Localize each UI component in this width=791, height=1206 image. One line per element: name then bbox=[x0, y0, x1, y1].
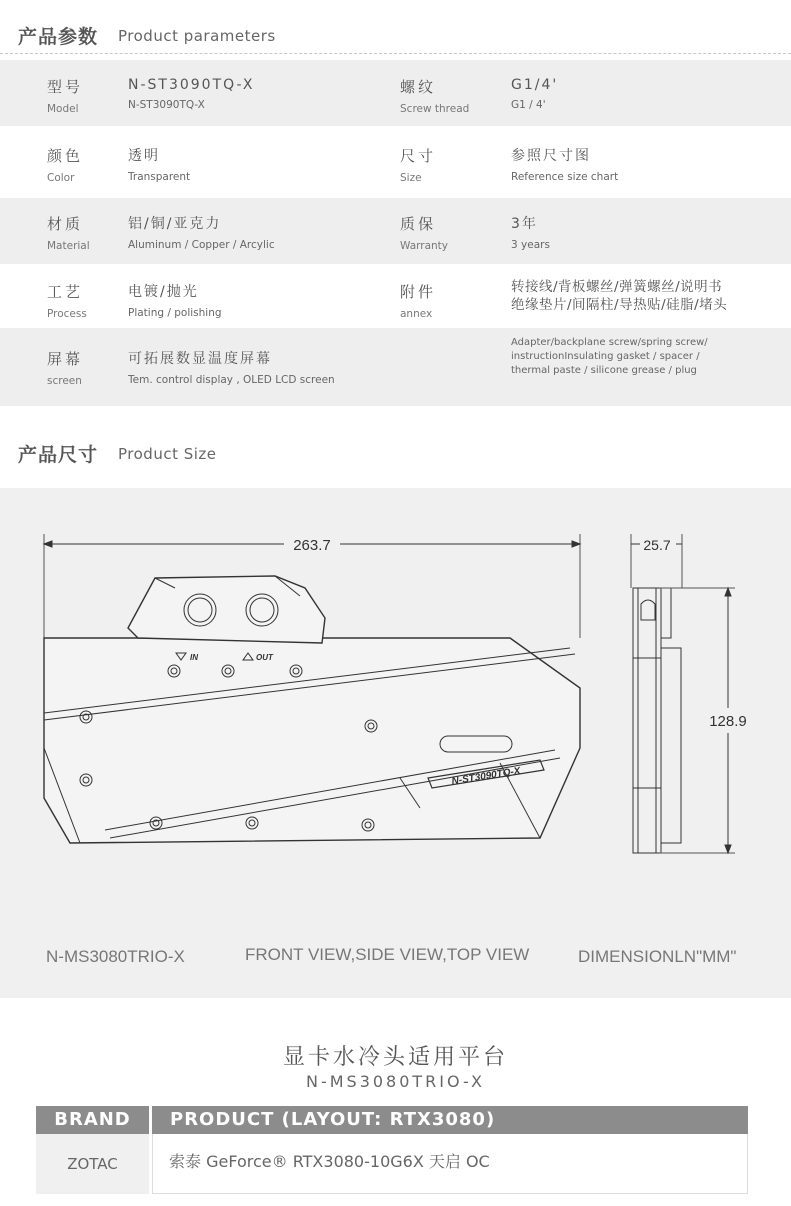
param-value-en: Tem. control display , OLED LCD screen bbox=[128, 374, 335, 386]
size-title-zh: 产品尺寸 bbox=[18, 444, 99, 466]
side-view bbox=[631, 534, 735, 853]
param-label-zh: 质保 bbox=[400, 215, 437, 233]
params-table bbox=[0, 60, 791, 406]
param-label-zh: 颜色 bbox=[47, 147, 84, 165]
param-label-en: screen bbox=[47, 375, 82, 387]
dimension-drawing-svg bbox=[0, 488, 791, 998]
section-divider bbox=[0, 53, 791, 54]
param-value-en: Plating / polishing bbox=[128, 307, 222, 319]
param-value-zh: 参照尺寸图 bbox=[511, 148, 591, 164]
product-cell: 索泰 GeForce® RTX3080-10G6X 天启 OC bbox=[152, 1134, 748, 1194]
annex-en-line-2: instructionInsulating gasket / spacer / bbox=[511, 351, 700, 362]
size-section-header bbox=[0, 432, 791, 466]
param-label-zh: 附件 bbox=[400, 283, 437, 301]
param-label-en: Model bbox=[47, 103, 79, 115]
dimension-drawing bbox=[0, 488, 791, 998]
param-label-en: Color bbox=[47, 172, 75, 184]
caption-unit: DIMENSIONLN"MM" bbox=[578, 947, 737, 966]
param-label-en: Material bbox=[47, 240, 90, 252]
compatibility-table bbox=[36, 1106, 748, 1194]
param-value-en: 3 years bbox=[511, 239, 550, 251]
params-title-en: Product parameters bbox=[118, 27, 276, 45]
model-badge-text: N-ST3090TQ-X bbox=[450, 765, 522, 788]
param-label-en: Process bbox=[47, 308, 87, 320]
annex-value-line-1: 转接线/背板螺丝/弹簧螺丝/说明书 bbox=[511, 279, 723, 295]
param-label-en: Screw thread bbox=[400, 103, 470, 115]
param-value-en: G1 / 4' bbox=[511, 99, 546, 111]
width-dimension: 263.7 bbox=[293, 537, 331, 554]
annex-en-line-1: Adapter/backplane screw/spring screw/ bbox=[511, 337, 708, 348]
param-value-zh: 可拓展数显温度屏幕 bbox=[128, 351, 272, 367]
param-value-en: N-ST3090TQ-X bbox=[128, 99, 205, 111]
brand-column-header: BRAND bbox=[36, 1106, 149, 1134]
param-row-screen bbox=[0, 328, 791, 406]
params-section-header bbox=[0, 14, 791, 54]
param-row-color bbox=[0, 130, 791, 196]
param-value-zh: 电镀/抛光 bbox=[128, 284, 199, 300]
param-label-zh: 工艺 bbox=[47, 283, 84, 301]
param-row-material bbox=[0, 198, 791, 264]
platform-model: N-MS3080TRIO-X bbox=[305, 1072, 485, 1091]
param-label-zh: 尺寸 bbox=[400, 147, 437, 165]
param-value-zh: 3年 bbox=[511, 216, 538, 232]
height-dimension: 128.9 bbox=[709, 713, 747, 730]
caption-views: FRONT VIEW,SIDE VIEW,TOP VIEW bbox=[245, 945, 530, 964]
param-label-en: annex bbox=[400, 308, 433, 320]
size-title-en: Product Size bbox=[118, 445, 217, 463]
param-value-en: Aluminum / Copper / Arcylic bbox=[128, 239, 275, 251]
depth-dimension: 25.7 bbox=[643, 537, 671, 553]
annex-en-line-3: thermal paste / silicone grease / plug bbox=[511, 365, 697, 376]
params-title-zh: 产品参数 bbox=[18, 26, 99, 48]
port-out-label: OUT bbox=[256, 653, 273, 662]
param-label-zh: 型号 bbox=[47, 78, 84, 96]
brand-cell: ZOTAC bbox=[36, 1134, 149, 1194]
param-label-zh: 螺纹 bbox=[400, 78, 437, 96]
param-value-en: Transparent bbox=[128, 171, 191, 183]
param-label-en: Warranty bbox=[400, 240, 449, 252]
param-value-zh: G1/4' bbox=[511, 77, 559, 93]
port-in-label: IN bbox=[190, 653, 198, 662]
annex-value-line-2: 绝缘垫片/间隔柱/导热贴/硅脂/堵头 bbox=[511, 297, 728, 313]
param-value-en: Reference size chart bbox=[511, 171, 619, 183]
front-view bbox=[44, 576, 580, 843]
platform-title: 显卡水冷头适用平台 bbox=[282, 1045, 508, 1070]
param-value-zh: N-ST3090TQ-X bbox=[128, 77, 255, 93]
caption-model: N-MS3080TRIO-X bbox=[46, 947, 185, 966]
param-row-process bbox=[0, 266, 791, 332]
param-row-model bbox=[0, 60, 791, 126]
product-column-header: PRODUCT (LAYOUT: RTX3080) bbox=[152, 1106, 748, 1134]
param-label-en: Size bbox=[400, 172, 422, 184]
param-value-zh: 铝/铜/亚克力 bbox=[128, 216, 222, 232]
param-value-zh: 透明 bbox=[128, 148, 160, 164]
param-label-zh: 屏幕 bbox=[47, 350, 84, 368]
param-label-zh: 材质 bbox=[47, 215, 84, 233]
